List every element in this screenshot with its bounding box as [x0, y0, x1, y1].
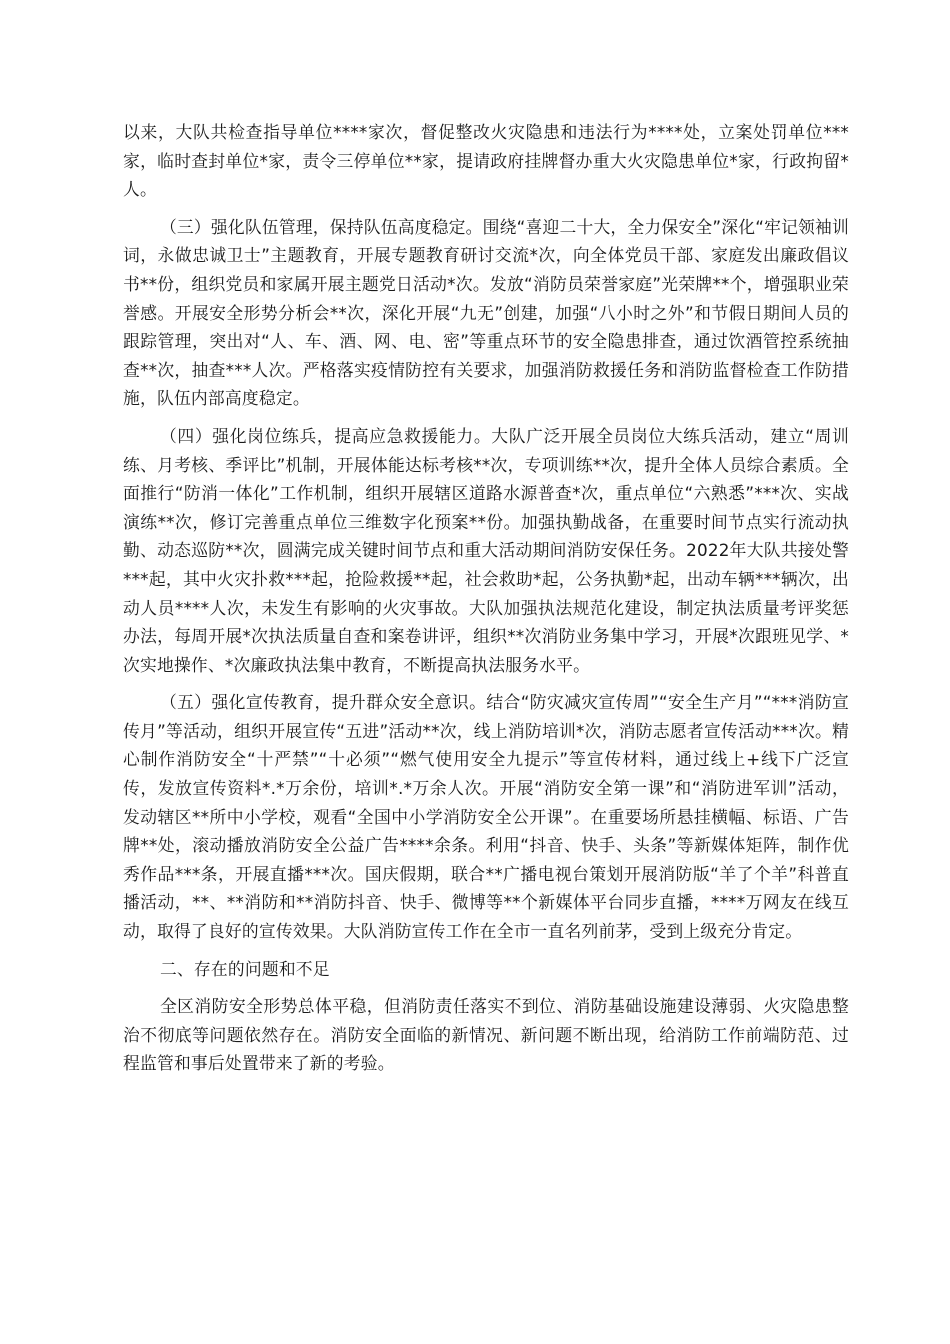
paragraph-continuation: 以来，大队共检查指导单位****家次，督促整改火灾隐患和违法行为****处，立案处罚单位***家，临时查封单位*家，责令三停单位**家，提请政府挂牌督办重大火灾隐患单位*家，行政拘留*人。: [123, 122, 849, 200]
section-heading-problems: 二、存在的问题和不足: [159, 958, 330, 979]
document-page: [123, 118, 849, 1078]
paragraph-section-4: （四）强化岗位练兵，提高应急救援能力。大队广泛开展全员岗位大练兵活动，建立“周训练、月考核、季评比”机制，开展体能达标考核**次，专项训练**次，提升全体人员综合素质。全面推行“防消一体化”工作机制，组织开展辖区道路水源普查*次，重点单位“六熟悉”***次、实战演练**次，修订完善重点单位三维数字化预案**份。加强执勤战备，在重要时间节点实行流动执勤、动态巡防**次，圆满完成关键时间节点和重大活动期间消防安保任务。2022年大队共接处警***起，其中火灾扑救***起，抢险救援**起，社会救助*起，公务执勤*起，出动车辆***辆次，出动人员****人次，未发生有影响的火灾事故。大队加强执法规范化建设，制定执法质量考评奖惩办法，每周开展*次执法质量自查和案卷讲评，组织**次消防业务集中学习，开展*次跟班见学、*次实地操作、*次廉政执法集中教育，不断提高执法服务水平。: [123, 425, 849, 675]
paragraph-problems: 全区消防安全形势总体平稳，但消防责任落实不到位、消防基础设施建设薄弱、火灾隐患整治不彻底等问题依然存在。消防安全面临的新情况、新问题不断出现，给消防工作前端防范、过程监管和事后处置带来了新的考验。: [123, 996, 849, 1074]
paragraph-section-5: （五）强化宣传教育，提升群众安全意识。结合“防灾减灾宣传周”“安全生产月”“***消防宣传月”等活动，组织开展宣传“五进”活动**次，线上消防培训*次，消防志愿者宣传活动***次。精心制作消防安全“十严禁”“十必须”“燃气使用安全九提示”等宣传材料，通过线上+线下广泛宣传，发放宣传资料*.*万余份，培训*.*万余人次。开展“消防安全第一课”和“消防进军训”活动，发动辖区**所中小学校，观看“全国中小学消防安全公开课”。在重要场所悬挂横幅、标语、广告牌**处，滚动播放消防安全公益广告****余条。利用“抖音、快手、头条”等新媒体矩阵，制作优秀作品***条，开展直播***次。国庆假期，联合**广播电视台策划开展消防版“羊了个羊”科普直播活动，**、**消防和**消防抖音、快手、微博等**个新媒体平台同步直播，****万网友在线互动，取得了良好的宣传效果。大队消防宣传工作在全市一直名列前茅，受到上级充分肯定。: [123, 692, 849, 942]
paragraph-section-3: （三）强化队伍管理，保持队伍高度稳定。围绕“喜迎二十大，全力保安全”深化“牢记领袖训词，永做忠诚卫士”主题教育，开展专题教育研讨交流*次，向全体党员干部、家庭发出廉政倡议书**份，组织党员和家属开展主题党日活动*次。发放“消防员荣誉家庭”光荣牌**个，增强职业荣誉感。开展安全形势分析会**次，深化开展“九无”创建，加强“八小时之外”和节假日期间人员的跟踪管理，突出对“人、车、酒、网、电、密”等重点环节的安全隐患排查，通过饮酒管控系统抽查**次，抽查***人次。严格落实疫情防控有关要求，加强消防救援任务和消防监督检查工作防措施，队伍内部高度稳定。: [123, 216, 849, 409]
